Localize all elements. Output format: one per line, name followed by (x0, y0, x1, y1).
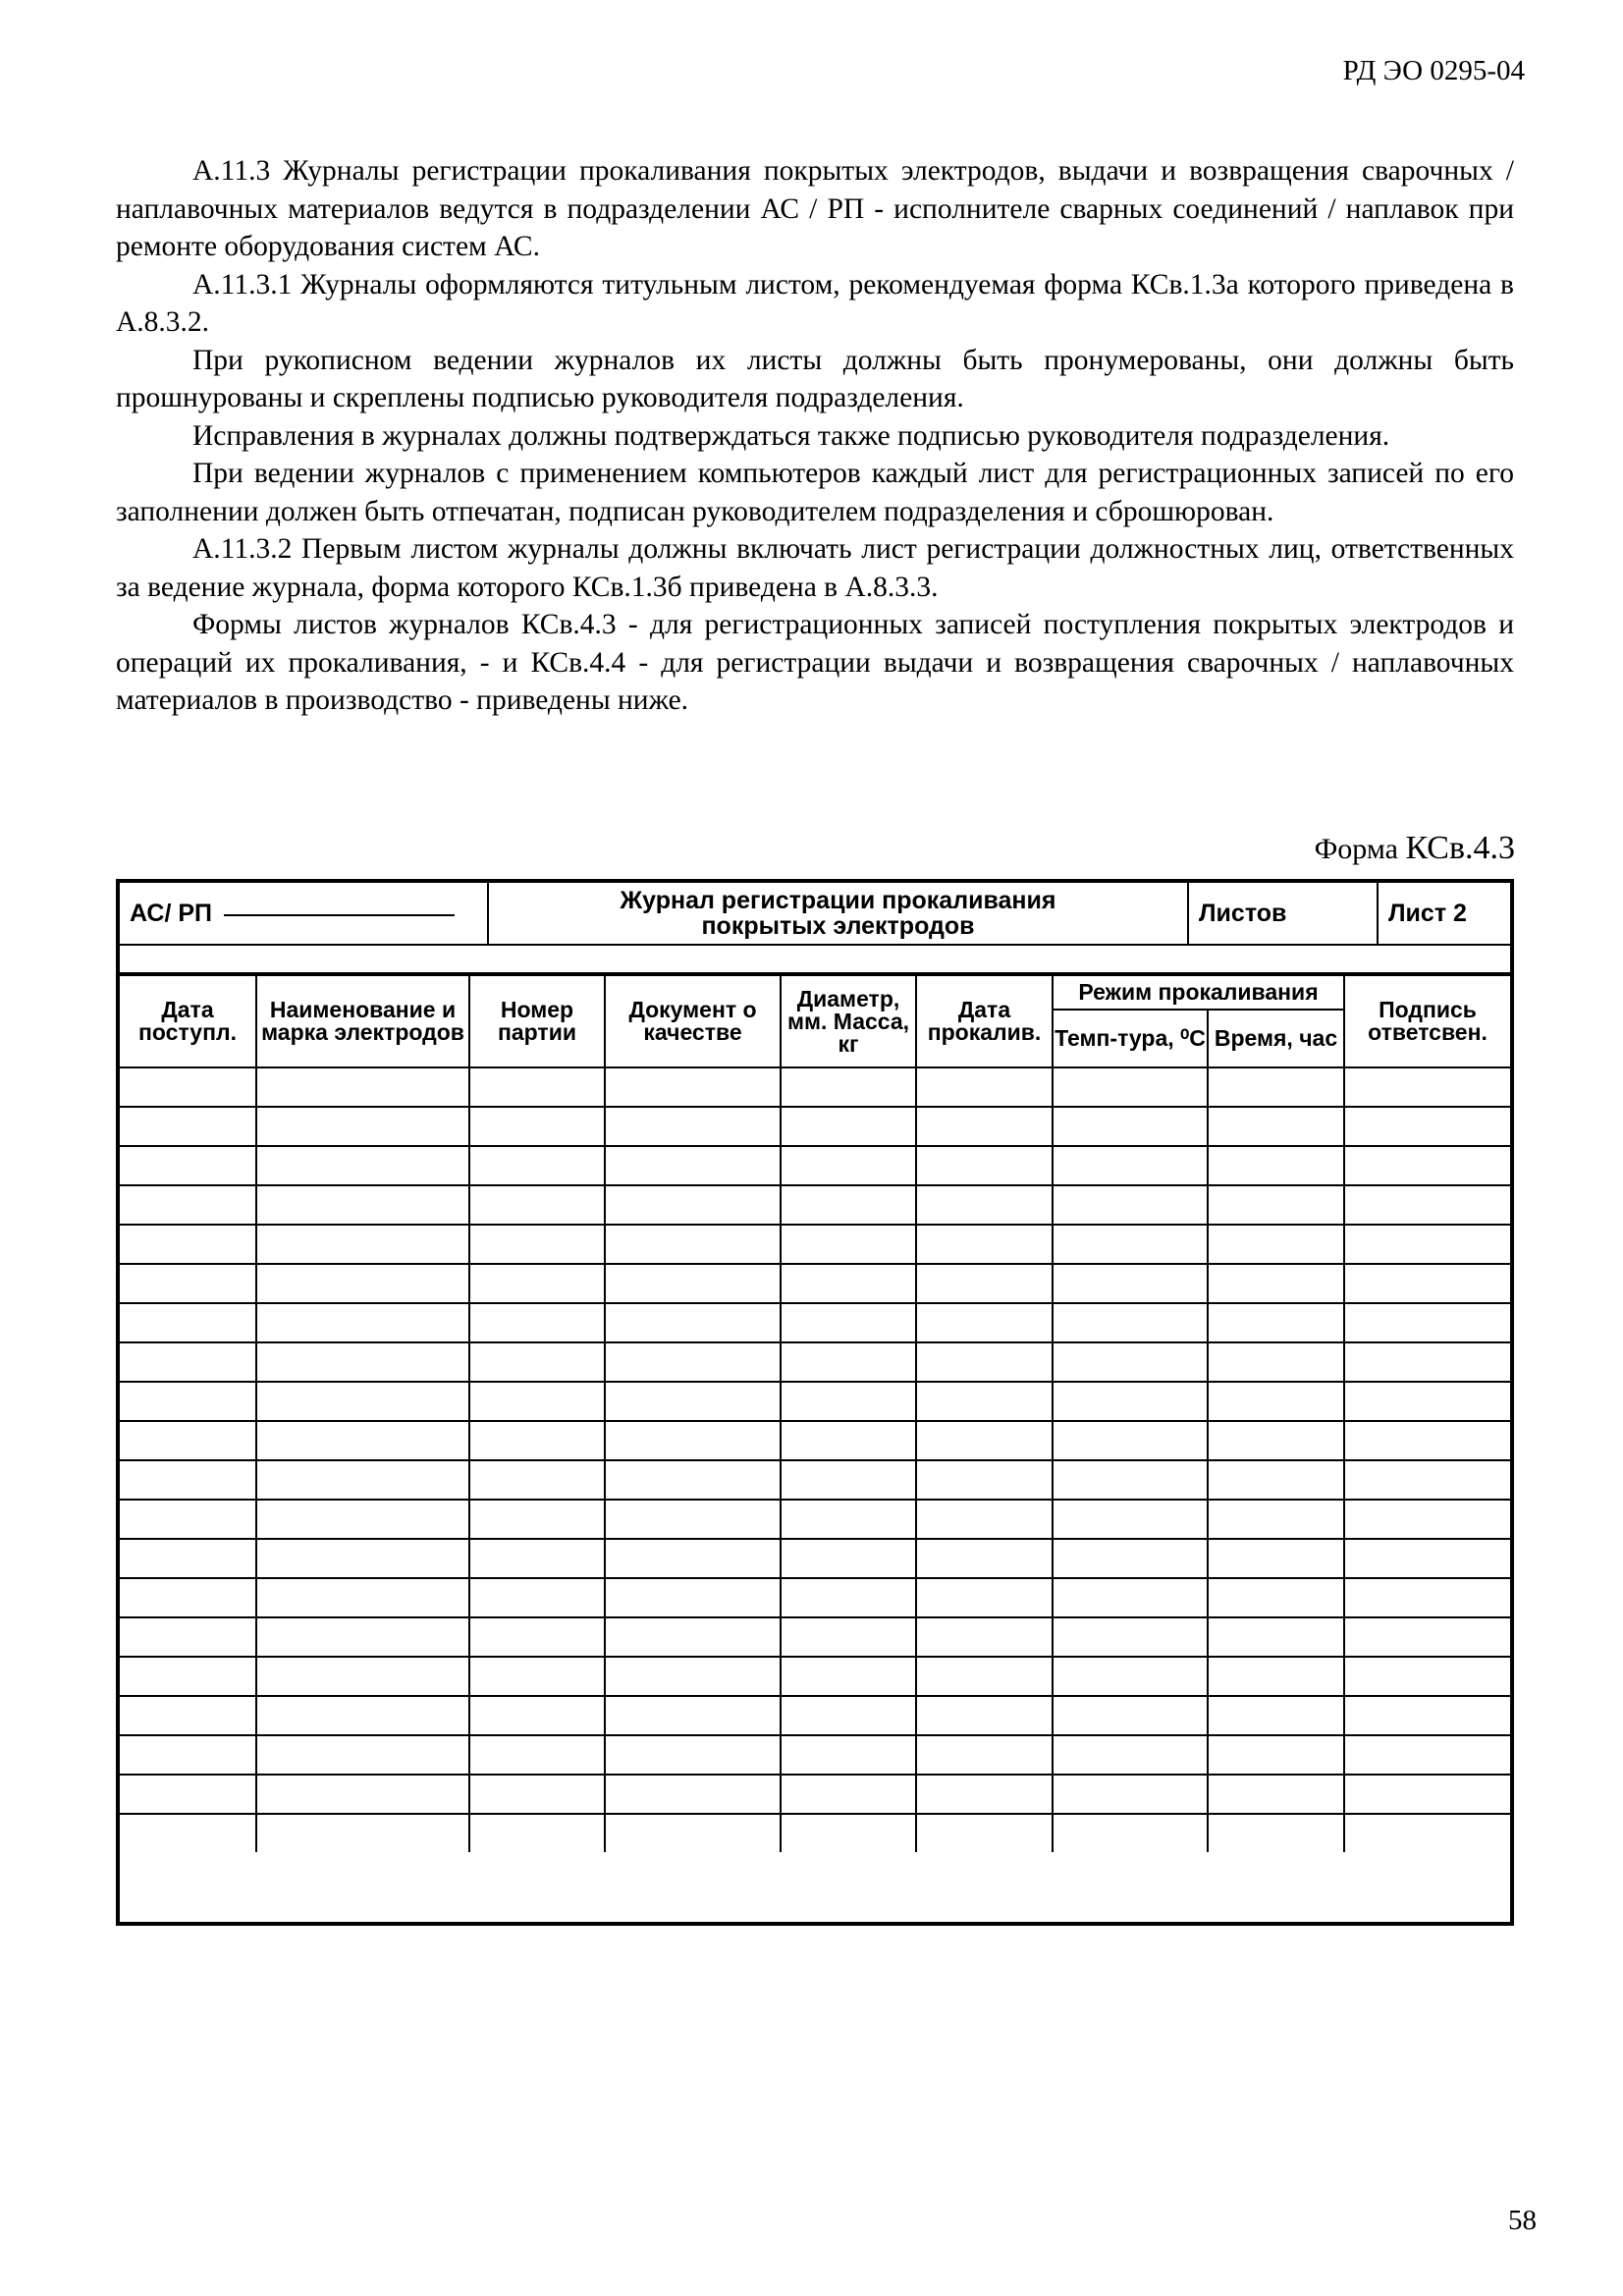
table-cell[interactable] (605, 1814, 781, 1852)
table-row (120, 1421, 1510, 1460)
table-cell[interactable] (1344, 1264, 1510, 1303)
table-cell[interactable] (1208, 1185, 1344, 1225)
table-cell[interactable] (1208, 1735, 1344, 1775)
table-cell[interactable] (120, 1107, 256, 1146)
table-cell[interactable] (781, 1539, 916, 1578)
table-cell[interactable] (781, 1107, 916, 1146)
table-cell[interactable] (916, 1342, 1053, 1382)
table-cell[interactable] (1344, 1185, 1510, 1225)
table-cell[interactable] (1208, 1539, 1344, 1578)
col-quality-doc: Документ о качестве (605, 975, 781, 1067)
table-cell[interactable] (916, 1067, 1053, 1107)
table-cell[interactable] (916, 1382, 1053, 1421)
table-cell[interactable] (120, 1814, 256, 1852)
col-temperature: Темп-тура, ⁰С (1053, 1010, 1208, 1067)
table-cell[interactable] (1344, 1382, 1510, 1421)
table-cell[interactable] (1208, 1067, 1344, 1107)
table-cell[interactable] (256, 1185, 469, 1225)
table-cell[interactable] (120, 1264, 256, 1303)
table-cell[interactable] (120, 1539, 256, 1578)
table-cell[interactable] (1053, 1657, 1208, 1696)
table-cell[interactable] (469, 1657, 605, 1696)
table-cell[interactable] (120, 1185, 256, 1225)
table-cell[interactable] (256, 1539, 469, 1578)
table-cell[interactable] (1344, 1421, 1510, 1460)
table-row (120, 1342, 1510, 1382)
table-cell[interactable] (605, 1225, 781, 1264)
table-cell[interactable] (469, 1185, 605, 1225)
table-row (120, 1657, 1510, 1696)
table-cell[interactable] (916, 1107, 1053, 1146)
table-row (120, 1225, 1510, 1264)
table-cell[interactable] (256, 1500, 469, 1539)
table-cell[interactable] (469, 1539, 605, 1578)
table-cell[interactable] (256, 1657, 469, 1696)
table-cell[interactable] (1208, 1460, 1344, 1500)
table-cell[interactable] (120, 1775, 256, 1814)
table-cell[interactable] (469, 1617, 605, 1657)
table-cell[interactable] (916, 1500, 1053, 1539)
table-cell[interactable] (1053, 1185, 1208, 1225)
table-row (120, 1185, 1510, 1225)
paragraph: Формы листов журналов КСв.4.3 - для регистрационных записей поступления покрытых электродов и операций их прокаливания, - и КСв.4.4 - для регистрации выдачи и возвращения сварочных / наплавочных материалов в производство - приведены ниже. (116, 609, 1514, 716)
col-date-received: Дата поступл. (120, 975, 256, 1067)
table-cell[interactable] (1344, 1814, 1510, 1852)
table-cell[interactable] (605, 1735, 781, 1775)
table-cell[interactable] (916, 1578, 1053, 1617)
table-row (120, 1146, 1510, 1185)
table-cell[interactable] (1344, 1303, 1510, 1342)
table-cell[interactable] (781, 1657, 916, 1696)
table-row (120, 1696, 1510, 1735)
table-cell[interactable] (469, 1342, 605, 1382)
table-cell[interactable] (605, 1500, 781, 1539)
journal-form (116, 879, 1514, 1926)
table-cell[interactable] (256, 1696, 469, 1735)
table-cell[interactable] (1344, 1460, 1510, 1500)
form-label (1315, 830, 1515, 867)
table-cell[interactable] (256, 1225, 469, 1264)
table-cell[interactable] (605, 1578, 781, 1617)
table-cell[interactable] (605, 1067, 781, 1107)
table-cell[interactable] (605, 1617, 781, 1657)
table-cell[interactable] (781, 1814, 916, 1852)
table-cell[interactable] (469, 1735, 605, 1775)
paragraph: Исправления в журналах должны подтверждаться также подписью руководителя подразделения. (192, 419, 1390, 452)
table-cell[interactable] (1053, 1539, 1208, 1578)
table-cell[interactable] (1208, 1696, 1344, 1735)
table-cell[interactable] (781, 1146, 916, 1185)
table-cell[interactable] (1208, 1342, 1344, 1382)
table-cell[interactable] (256, 1421, 469, 1460)
org-fill-line (224, 912, 455, 916)
table-cell[interactable] (469, 1067, 605, 1107)
table-cell[interactable] (469, 1421, 605, 1460)
document-code: РД ЭО 0295-04 (1342, 55, 1525, 86)
form-label-code: КСв.4.3 (1405, 830, 1515, 866)
table-cell[interactable] (469, 1303, 605, 1342)
table-row (120, 1578, 1510, 1617)
table-cell[interactable] (1344, 1107, 1510, 1146)
col-bake-date: Дата прокалив. (916, 975, 1053, 1067)
table-cell[interactable] (1344, 1775, 1510, 1814)
table-row (120, 1814, 1510, 1852)
form-label-prefix: Форма (1314, 833, 1406, 865)
table-cell[interactable] (469, 1460, 605, 1500)
table-cell[interactable] (605, 1696, 781, 1735)
table-cell[interactable] (469, 1264, 605, 1303)
table-cell[interactable] (781, 1735, 916, 1775)
table-cell[interactable] (781, 1775, 916, 1814)
table-cell[interactable] (1208, 1264, 1344, 1303)
table-cell[interactable] (605, 1657, 781, 1696)
table-cell[interactable] (469, 1696, 605, 1735)
table-cell[interactable] (120, 1146, 256, 1185)
table-cell[interactable] (1053, 1578, 1208, 1617)
table-cell[interactable] (1053, 1814, 1208, 1852)
table-cell[interactable] (1344, 1617, 1510, 1657)
table-cell[interactable] (469, 1225, 605, 1264)
table-cell[interactable] (1344, 1539, 1510, 1578)
table-cell[interactable] (256, 1067, 469, 1107)
table-cell[interactable] (781, 1067, 916, 1107)
table-cell[interactable] (120, 1342, 256, 1382)
table-cell[interactable] (605, 1146, 781, 1185)
table-cell[interactable] (605, 1382, 781, 1421)
table-cell[interactable] (916, 1617, 1053, 1657)
table-row (120, 1303, 1510, 1342)
table-row (120, 1067, 1510, 1107)
table-cell[interactable] (256, 1578, 469, 1617)
table-cell[interactable] (256, 1264, 469, 1303)
table-cell[interactable] (916, 1814, 1053, 1852)
table-cell[interactable] (1208, 1225, 1344, 1264)
table-cell[interactable] (781, 1342, 916, 1382)
col-mode-group: Режим прокаливания (1053, 975, 1344, 1010)
table-cell[interactable] (120, 1578, 256, 1617)
table-cell[interactable] (916, 1460, 1053, 1500)
table-cell[interactable] (1208, 1146, 1344, 1185)
table-cell[interactable] (469, 1107, 605, 1146)
table-cell[interactable] (1053, 1382, 1208, 1421)
table-cell[interactable] (1053, 1146, 1208, 1185)
table-row (120, 1264, 1510, 1303)
table-cell[interactable] (1344, 1735, 1510, 1775)
table-row (120, 1107, 1510, 1146)
org-label: АС/ РП (130, 899, 213, 927)
table-cell[interactable] (605, 1539, 781, 1578)
paragraph: А.11.3 Журналы регистрации прокаливания покрытых электродов, выдачи и возвращения сварочных / наплавочных материалов ведутся в подразделении АС / РП - исполнителе сварных соединений / наплавок при ремонте оборудования систем АС. (116, 155, 1514, 262)
table-cell[interactable] (256, 1382, 469, 1421)
table-row (120, 1539, 1510, 1578)
table-cell[interactable] (120, 1382, 256, 1421)
table-cell[interactable] (781, 1225, 916, 1264)
table-cell[interactable] (781, 1578, 916, 1617)
table-cell[interactable] (120, 1225, 256, 1264)
paragraph: При ведении журналов с применением компьютеров каждый лист для регистрационных записей по его заполнении должен быть отпечатан, подписан руководителем подразделения и сброшюрован. (116, 458, 1514, 527)
table-cell[interactable] (1053, 1775, 1208, 1814)
table-cell[interactable] (120, 1735, 256, 1775)
journal-table (120, 974, 1510, 1852)
table-cell[interactable] (916, 1657, 1053, 1696)
table-cell[interactable] (605, 1775, 781, 1814)
table-cell[interactable] (469, 1500, 605, 1539)
table-cell[interactable] (916, 1696, 1053, 1735)
table-cell[interactable] (256, 1735, 469, 1775)
table-cell[interactable] (781, 1500, 916, 1539)
table-cell[interactable] (1053, 1460, 1208, 1500)
table-row (120, 1460, 1510, 1500)
form-title-line: Журнал регистрации прокаливания (620, 887, 1056, 914)
table-cell[interactable] (916, 1225, 1053, 1264)
table-cell[interactable] (256, 1146, 469, 1185)
table-cell[interactable] (469, 1382, 605, 1421)
table-cell[interactable] (916, 1264, 1053, 1303)
table-cell[interactable] (1208, 1500, 1344, 1539)
page-number: 58 (1508, 2205, 1537, 2236)
form-spacer-row (120, 944, 1510, 974)
table-cell[interactable] (120, 1657, 256, 1696)
table-cell[interactable] (256, 1303, 469, 1342)
table-cell[interactable] (781, 1460, 916, 1500)
table-cell[interactable] (781, 1421, 916, 1460)
col-diameter-mass: Диаметр, мм. Масса, кг (781, 975, 916, 1067)
table-cell[interactable] (1344, 1146, 1510, 1185)
sheet-number-cell: Лист 2 (1378, 883, 1510, 945)
table-cell[interactable] (256, 1107, 469, 1146)
table-cell[interactable] (781, 1185, 916, 1225)
table-cell[interactable] (1053, 1735, 1208, 1775)
table-cell[interactable] (1053, 1107, 1208, 1146)
col-time: Время, час (1208, 1010, 1344, 1067)
table-cell[interactable] (916, 1421, 1053, 1460)
table-cell[interactable] (120, 1421, 256, 1460)
table-row (120, 1775, 1510, 1814)
table-cell[interactable] (605, 1264, 781, 1303)
table-cell[interactable] (781, 1696, 916, 1735)
table-cell[interactable] (120, 1617, 256, 1657)
table-cell[interactable] (605, 1460, 781, 1500)
table-cell[interactable] (1208, 1657, 1344, 1696)
table-cell[interactable] (256, 1342, 469, 1382)
table-cell[interactable] (916, 1775, 1053, 1814)
org-cell (120, 883, 488, 945)
table-row (120, 1617, 1510, 1657)
table-cell[interactable] (605, 1421, 781, 1460)
table-cell[interactable] (1208, 1382, 1344, 1421)
table-cell[interactable] (1208, 1107, 1344, 1146)
table-cell[interactable] (1053, 1264, 1208, 1303)
table-cell[interactable] (1344, 1578, 1510, 1617)
table-cell[interactable] (1344, 1225, 1510, 1264)
table-cell[interactable] (1344, 1067, 1510, 1107)
table-cell[interactable] (469, 1775, 605, 1814)
table-cell[interactable] (1053, 1342, 1208, 1382)
table-cell[interactable] (256, 1460, 469, 1500)
table-cell[interactable] (605, 1303, 781, 1342)
table-cell[interactable] (256, 1775, 469, 1814)
table-cell[interactable] (1208, 1814, 1344, 1852)
form-header (120, 883, 1510, 946)
table-cell[interactable] (1208, 1303, 1344, 1342)
table-cell[interactable] (781, 1382, 916, 1421)
table-cell[interactable] (1053, 1303, 1208, 1342)
form-title-line: покрытых электродов (701, 912, 975, 940)
paragraph: При рукописном ведении журналов их листы должны быть пронумерованы, они должны быть прошнурованы и скреплены подписью руководителя подразделения. (116, 344, 1514, 413)
form-title (488, 883, 1188, 945)
table-cell[interactable] (916, 1539, 1053, 1578)
table-cell[interactable] (605, 1185, 781, 1225)
table-cell[interactable] (781, 1264, 916, 1303)
table-cell[interactable] (916, 1735, 1053, 1775)
table-cell[interactable] (1053, 1500, 1208, 1539)
table-cell[interactable] (1344, 1696, 1510, 1735)
table-cell[interactable] (1208, 1617, 1344, 1657)
paragraph: А.11.3.1 Журналы оформляются титульным листом, рекомендуемая форма КСв.1.3а которого приведена в А.8.3.2. (116, 268, 1514, 338)
table-cell[interactable] (1053, 1225, 1208, 1264)
table-cell[interactable] (469, 1578, 605, 1617)
table-cell[interactable] (256, 1617, 469, 1657)
table-row (120, 1735, 1510, 1775)
col-batch-no: Номер партии (469, 975, 605, 1067)
table-cell[interactable] (120, 1303, 256, 1342)
sheets-count-cell: Листов (1188, 883, 1378, 945)
table-cell[interactable] (605, 1107, 781, 1146)
table-cell[interactable] (469, 1814, 605, 1852)
col-signature: Подпись ответсвен. (1344, 975, 1510, 1067)
table-cell[interactable] (1053, 1421, 1208, 1460)
table-row (120, 1382, 1510, 1421)
table-row (120, 1500, 1510, 1539)
col-name-brand: Наименование и марка электродов (256, 975, 469, 1067)
table-cell[interactable] (1344, 1500, 1510, 1539)
table-cell[interactable] (605, 1342, 781, 1382)
table-cell[interactable] (781, 1303, 916, 1342)
table-cell[interactable] (1053, 1617, 1208, 1657)
table-cell[interactable] (916, 1185, 1053, 1225)
table-cell[interactable] (1208, 1578, 1344, 1617)
table-cell[interactable] (916, 1303, 1053, 1342)
paragraph: А.11.3.2 Первым листом журналы должны включать лист регистрации должностных лиц, ответственных за ведение журнала, форма которого КСв.1.3б приведена в А.8.3.3. (116, 533, 1514, 603)
table-cell[interactable] (120, 1696, 256, 1735)
body-text (116, 152, 1514, 720)
table-cell[interactable] (1053, 1696, 1208, 1735)
table-cell[interactable] (1208, 1775, 1344, 1814)
table-cell[interactable] (1344, 1342, 1510, 1382)
table-cell[interactable] (1053, 1067, 1208, 1107)
table-cell[interactable] (1208, 1421, 1344, 1460)
table-cell[interactable] (916, 1146, 1053, 1185)
table-cell[interactable] (120, 1067, 256, 1107)
table-cell[interactable] (1344, 1657, 1510, 1696)
table-cell[interactable] (256, 1814, 469, 1852)
table-cell[interactable] (120, 1460, 256, 1500)
table-cell[interactable] (120, 1500, 256, 1539)
table-cell[interactable] (781, 1617, 916, 1657)
table-cell[interactable] (469, 1146, 605, 1185)
